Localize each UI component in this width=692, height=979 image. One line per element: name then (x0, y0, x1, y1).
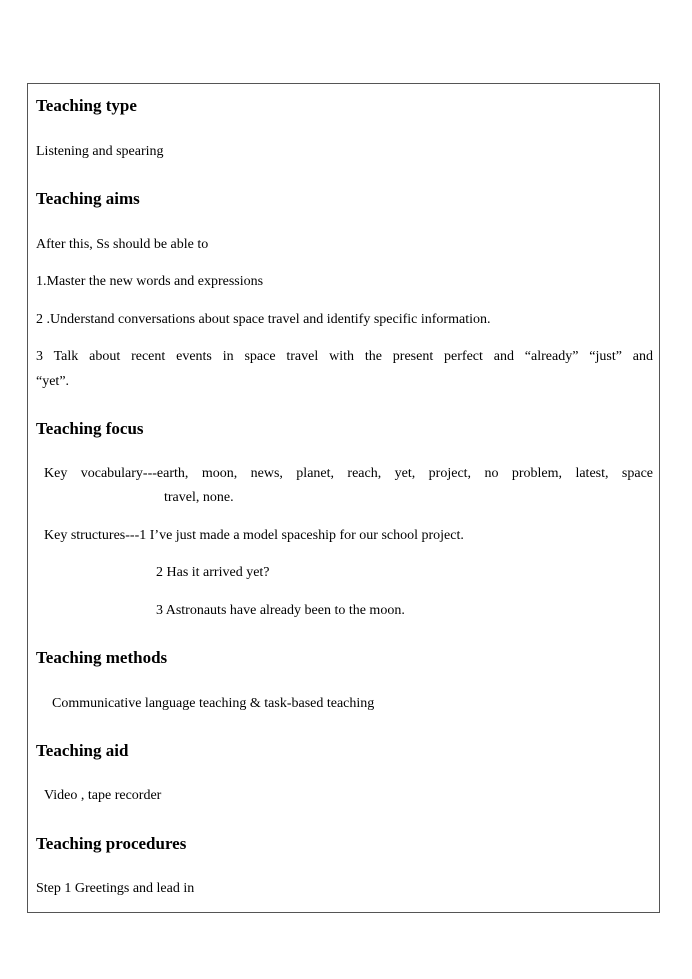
key-vocabulary-line-2: travel, none. (164, 490, 234, 505)
teaching-methods-heading: Teaching methods (36, 648, 168, 667)
teaching-aims-item-1: 1.Master the new words and expressions (36, 274, 264, 289)
teaching-type-text: Listening and spearing (36, 144, 164, 159)
teaching-aid-heading: Teaching aid (36, 741, 129, 760)
teaching-focus-heading: Teaching focus (36, 419, 144, 438)
teaching-aims-item-3-line-2: “yet”. (36, 374, 70, 389)
teaching-methods-text: Communicative language teaching & task-based teaching (52, 696, 375, 711)
teaching-aims-item-3-line-1: 3 Talk about recent events in space travel with the present perfect and “already” “just” and (36, 349, 653, 364)
key-structures-1: Key structures---1 I’ve just made a model spaceship for our school project. (44, 528, 464, 543)
key-vocabulary (44, 462, 653, 510)
teaching-procedures-heading: Teaching procedures (36, 834, 187, 853)
key-structures-3: 3 Astronauts have already been to the moon. (156, 603, 405, 618)
key-vocabulary-line-1: Key vocabulary---earth, moon, news, planet, reach, yet, project, no problem, latest, space (44, 466, 653, 481)
teaching-aims-intro: After this, Ss should be able to (36, 237, 209, 252)
teaching-aid-text: Video , tape recorder (44, 788, 162, 803)
teaching-procedures-step-1: Step 1 Greetings and lead in (36, 881, 195, 896)
key-structures-2: 2 Has it arrived yet? (156, 565, 270, 580)
teaching-type-heading: Teaching type (36, 96, 137, 115)
teaching-aims-item-2: 2 .Understand conversations about space travel and identify specific information. (36, 312, 491, 327)
lesson-plan-box (27, 83, 660, 913)
teaching-aims-heading: Teaching aims (36, 189, 140, 208)
